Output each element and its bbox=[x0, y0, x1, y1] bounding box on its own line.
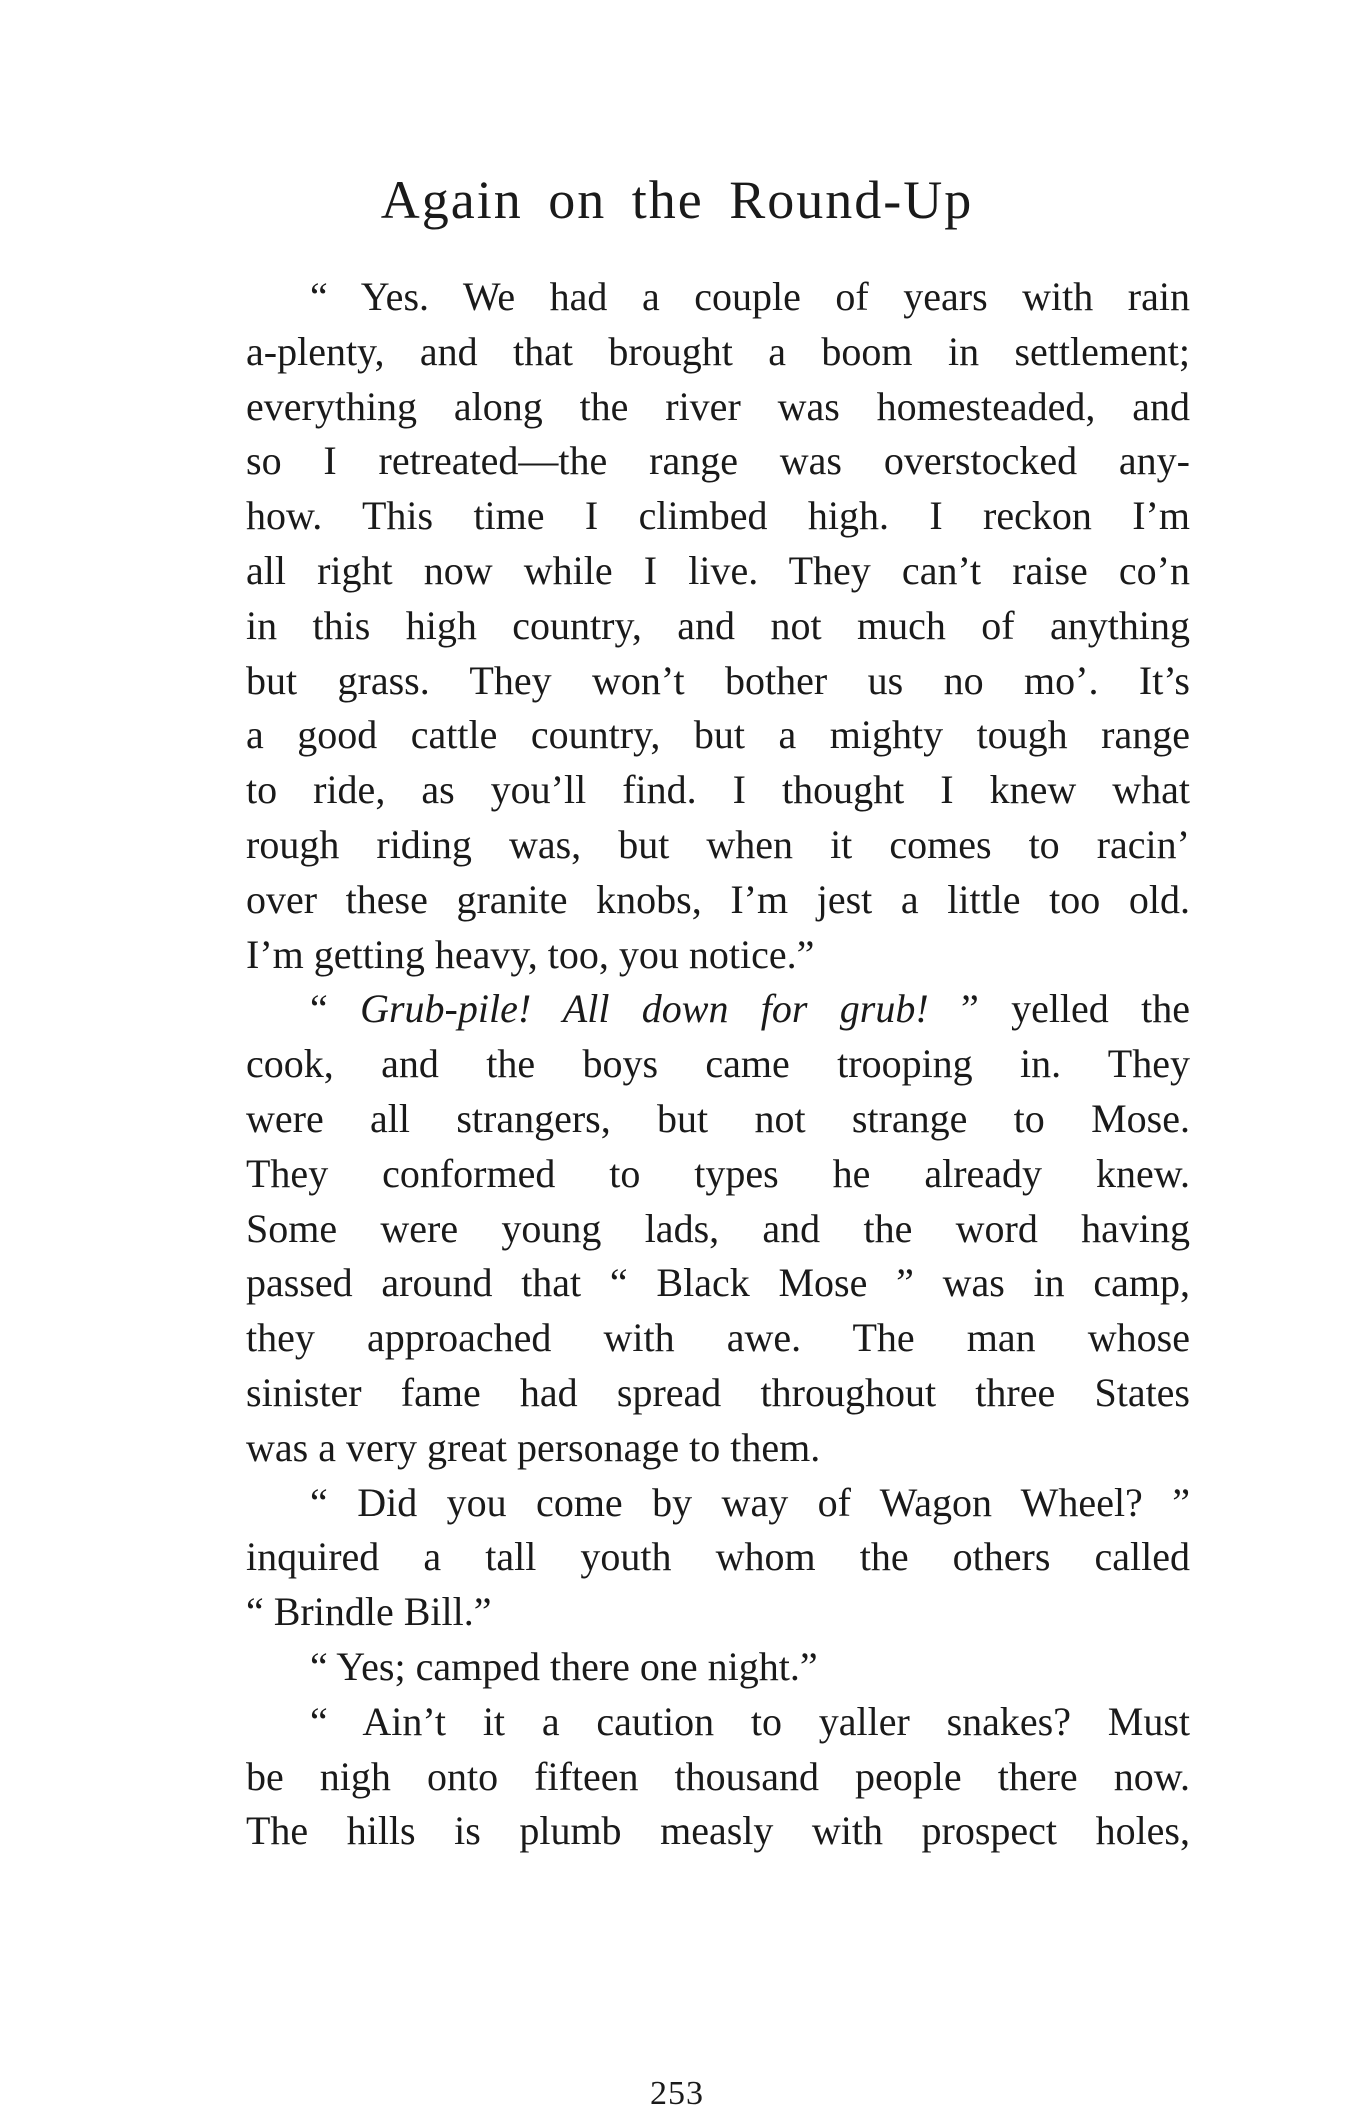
text-line: Some were young lads, and the word having bbox=[246, 1205, 1190, 1251]
text-line: all right now while I live. They can’t raise co’n bbox=[246, 547, 1190, 593]
text-line: everything along the river was homesteaded, and bbox=[246, 383, 1190, 429]
text-line: cook, and the boys came trooping in. They bbox=[246, 1041, 1190, 1087]
text-line: “ Brindle Bill.” bbox=[246, 1589, 492, 1635]
text-line: in this high country, and not much of anything bbox=[246, 602, 1190, 648]
text-line: be nigh onto fifteen thousand people there now. bbox=[246, 1753, 1190, 1799]
italic-phrase: Grub-pile! All down for grub! bbox=[360, 986, 929, 1032]
text-line: was a very great personage to them. bbox=[246, 1424, 821, 1470]
text-line: to ride, as you’ll find. I thought I knew what bbox=[246, 767, 1190, 813]
text-line: inquired a tall youth whom the others called bbox=[246, 1534, 1190, 1580]
text-line: They conformed to types he already knew. bbox=[246, 1150, 1190, 1196]
text-line: The hills is plumb measly with prospect holes, bbox=[246, 1808, 1190, 1854]
body-text bbox=[246, 270, 1190, 1859]
text-line: but grass. They won’t bother us no mo’. It’s bbox=[246, 657, 1190, 703]
text-line: “ Did you come by way of Wagon Wheel? ” bbox=[310, 1479, 1190, 1525]
text-line: so I retreated—the range was overstocked any- bbox=[246, 438, 1190, 484]
running-head: Again on the Round-Up bbox=[380, 170, 974, 230]
text-line: I’m getting heavy, too, you notice.” bbox=[246, 931, 815, 977]
text-line: a good cattle country, but a mighty tough range bbox=[246, 712, 1190, 758]
text-line: passed around that “ Black Mose ” was in camp, bbox=[246, 1260, 1190, 1306]
text-line: “ Ain’t it a caution to yaller snakes? Must bbox=[310, 1698, 1190, 1744]
text-line: “ Yes. We had a couple of years with rain bbox=[310, 274, 1190, 319]
page-number: 253 bbox=[650, 2075, 704, 2112]
text-line: rough riding was, but when it comes to racin’ bbox=[246, 821, 1190, 867]
text-line: they approached with awe. The man whose bbox=[246, 1315, 1190, 1361]
text-line: sinister fame had spread throughout three States bbox=[246, 1369, 1190, 1415]
text-line: how. This time I climbed high. I reckon I’m bbox=[246, 493, 1190, 539]
text-line: a-plenty, and that brought a boom in settlement; bbox=[246, 328, 1190, 374]
text-line: over these granite knobs, I’m jest a little too old. bbox=[246, 876, 1190, 922]
text-line: were all strangers, but not strange to Mose. bbox=[246, 1095, 1190, 1141]
text-line: “ Yes; camped there one night.” bbox=[310, 1643, 818, 1689]
text-line: “ Grub-pile! All down for grub! ” yelled the bbox=[310, 986, 1190, 1032]
